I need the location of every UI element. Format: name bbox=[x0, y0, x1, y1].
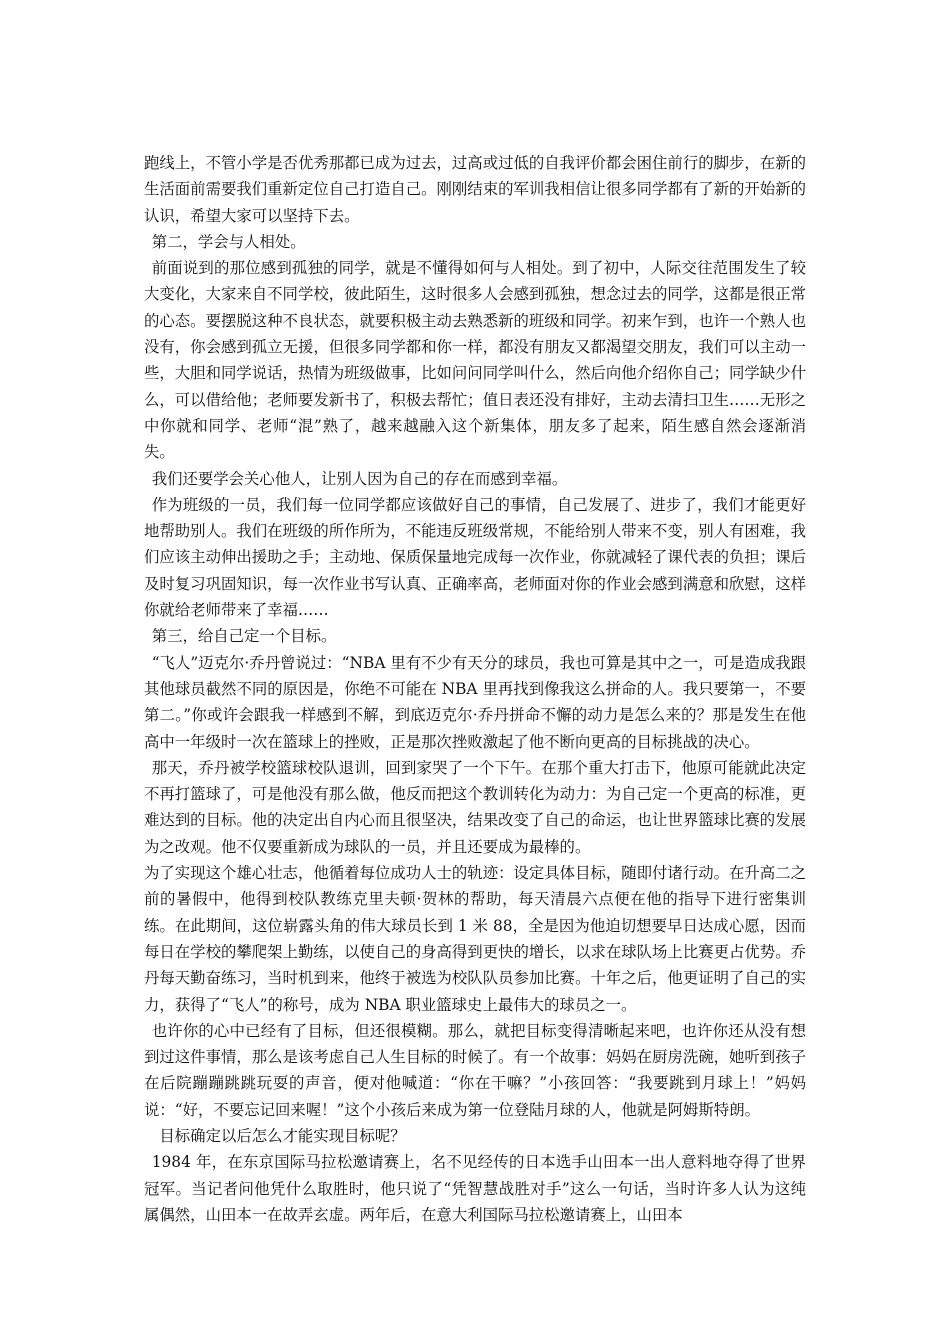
paragraph-armstrong-story: 也许你的心中已经有了目标，但还很模糊。那么，就把目标变得清晰起来吧，也许你还从没有想到过这件事情，那么是该考虑自己人生目标的时候了。有一个故事：妈妈在厨房洗碗，她听到孩子在后院蹦蹦跳跳玩耍的声音，便对他喊道：“你在干嘛？”小孩回答：“我要跳到月球上！”妈妈说：“好，不要忘记回来喔！”这个小孩后来成为第一位登陆月球的人，他就是阿姆斯特朗。 bbox=[144, 1021, 806, 1119]
paragraph-intro-continued: 跑线上，不管小学是否优秀那都已成为过去，过高或过低的自我评价都会困住前行的脚步，在新的生活面前需要我们重新定位自己打造自己。刚刚结束的军训我相信让很多同学都有了新的开始新的认识，希望大家可以坚持下去。 bbox=[144, 154, 806, 225]
heading-point-three: 第三，给自己定一个目标。 bbox=[151, 627, 337, 646]
paragraph-getting-along: 前面说到的那位感到孤独的同学，就是不懂得如何与人相处。到了初中，人际交往范围发生了较大变化，大家来自不同学校，彼此陌生，这时很多人会感到孤独，想念过去的同学，这都是很正常的心态。要摆脱这种不良状态，就要积极主动去熟悉新的班级和同学。初来乍到，也许一个熟人也没有，你会感到孤立无援，但很多同学都和你一样，都没有朋友又都渴望交朋友，我们可以主动一些，大胆和同学说话，热情为班级做事，比如问问同学叫什么，然后向他介绍你自己；同学缺少什么，可以借给他；老师要发新书了，积极去帮忙；值日表还没有排好，主动去清扫卫生……无形之中你就和同学、老师“混”熟了，越来越融入这个新集体，朋友多了起来，陌生感自然会逐渐消失。 bbox=[144, 259, 806, 462]
paragraph-how-to-achieve: 目标确定以后怎么才能实现目标呢？ bbox=[159, 1126, 406, 1145]
heading-point-two: 第二，学会与人相处。 bbox=[151, 232, 306, 251]
paragraph-jordan-setback: 那天，乔丹被学校篮球校队退训，回到家哭了一个下午。在那个重大打击下，他原可能就此决定不再打篮球了，可是他没有那么做，他反而把这个教训转化为动力：为自己定一个更高的标准，更难达到的目标。他的决定出自内心而且很坚决，结果改变了自己的命运，也让世界篮球比赛的发展为之改观。他不仅要重新成为球队的一员，并且还要成为最棒的。 bbox=[144, 758, 806, 856]
paragraph-class-member: 作为班级的一员，我们每一位同学都应该做好自己的事情，自己发展了、进步了，我们才能更好地帮助别人。我们在班级的所作所为，不能违反班级常规，不能给别人带来不变，别人有困难，我们应该主动伸出援助之手；主动地、保质保量地完成每一次作业，你就减轻了课代表的负担；课后及时复习巩固知识，每一次作业书写认真、正确率高，老师面对你的作业会感到满意和欣慰，这样你就给老师带来了幸福…… bbox=[144, 495, 806, 620]
paragraph-care-for-others: 我们还要学会关心他人，让别人因为自己的存在而感到幸福。 bbox=[151, 469, 568, 488]
paragraph-yamada-marathon: 1984 年，在东京国际马拉松邀请赛上，名不见经传的日本选手山田本一出人意料地夺得了世界冠军。当记者问他凭什么取胜时，他只说了“凭智慧战胜对手”这么一句话，当时许多人认为这纯属偶然，山田本一在故弄玄虚。两年后，在意大利国际马拉松邀请赛上，山田本 bbox=[144, 1153, 806, 1224]
paragraph-jordan-quote: “飞人”迈克尔·乔丹曾说过：“NBA 里有不少有天分的球员，我也可算是其中之一，可是造成我跟其他球员截然不同的原因是，你绝不可能在 NBA 里再找到像我这么拼命的人。我只要第一，不要第二。”你或许会跟我一样感到不解，到底迈克尔·乔丹拼命不懈的动力是怎么来的？那是发生在他高中一年级时一次在篮球上的挫败，正是那次挫败激起了他不断向更高的目标挑战的决心。 bbox=[144, 653, 806, 751]
paragraph-jordan-training: 为了实现这个雄心壮志，他循着每位成功人士的轨迹：设定具体目标，随即付诸行动。在升高二之前的暑假中，他得到校队教练克里夫顿·贺林的帮助，每天清晨六点便在他的指导下进行密集训练。在此期间，这位崭露头角的伟大球员长到 1 米 88，全是因为他迫切想要早日达成心愿，因而每日在学校的攀爬架上勤练，以使自己的身高得到更快的增长，以求在球队场上比赛更占优势。乔丹每天勤奋练习，当时机到来，他终于被选为校队队员参加比赛。十年之后，他更证明了自己的实力，获得了“飞人”的称号，成为 NBA 职业篮球史上最伟大的球员之一。 bbox=[144, 864, 806, 1014]
document-page bbox=[144, 150, 806, 1228]
